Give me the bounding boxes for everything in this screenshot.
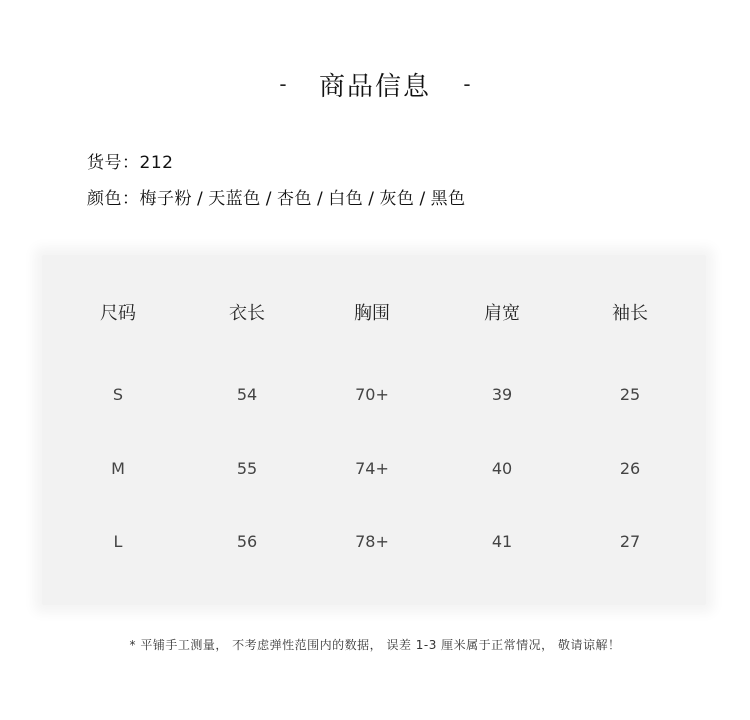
table-cell: 78+ [355, 532, 389, 551]
section-title [0, 62, 750, 106]
colors-label: 颜色： [87, 189, 140, 209]
color-option: 黑色 [430, 189, 466, 209]
color-separator: / [265, 189, 272, 209]
sku-line [87, 148, 173, 173]
colors-line [87, 184, 466, 209]
table-cell: 39 [491, 385, 513, 404]
header-shoulder: 肩宽 [484, 303, 520, 324]
table-cell: L [113, 532, 123, 551]
color-option: 梅子粉 [139, 189, 192, 209]
table-cell: 40 [491, 459, 513, 478]
table-cell: 27 [619, 532, 641, 551]
color-separator: / [419, 189, 426, 209]
header-length: 衣长 [229, 303, 265, 324]
table-cell: M [111, 459, 125, 478]
table-cell: 55 [236, 459, 258, 478]
title-right-dash: - [463, 72, 471, 96]
color-option: 天蓝色 [208, 189, 261, 209]
table-cell: 56 [236, 532, 258, 551]
color-option: 白色 [328, 189, 364, 209]
table-cell: 41 [491, 532, 513, 551]
table-cell: 74+ [355, 459, 389, 478]
table-cell: 70+ [355, 385, 389, 404]
table-cell: 25 [619, 385, 641, 404]
color-option: 灰色 [379, 189, 415, 209]
sku-value: 212 [139, 153, 174, 173]
size-table [42, 255, 706, 605]
table-cell: 54 [236, 385, 258, 404]
header-size: 尺码 [100, 303, 136, 324]
table-cell: S [112, 385, 124, 404]
page-title: 商品信息 [318, 71, 431, 102]
sku-label: 货号： [87, 153, 140, 173]
header-sleeve: 袖长 [612, 303, 648, 324]
color-separator: / [316, 189, 324, 209]
title-left-dash: - [279, 72, 287, 96]
color-separator: / [368, 189, 375, 209]
header-bust: 胸围 [354, 303, 390, 324]
measurement-note: * 平铺手工测量， 不考虑弹性范围内的数据， 误差 1-3 厘米属于正常情况， 敬请谅解！ [129, 638, 621, 652]
table-cell: 26 [619, 459, 641, 478]
color-option: 杏色 [276, 189, 312, 209]
color-separator: / [197, 189, 204, 209]
